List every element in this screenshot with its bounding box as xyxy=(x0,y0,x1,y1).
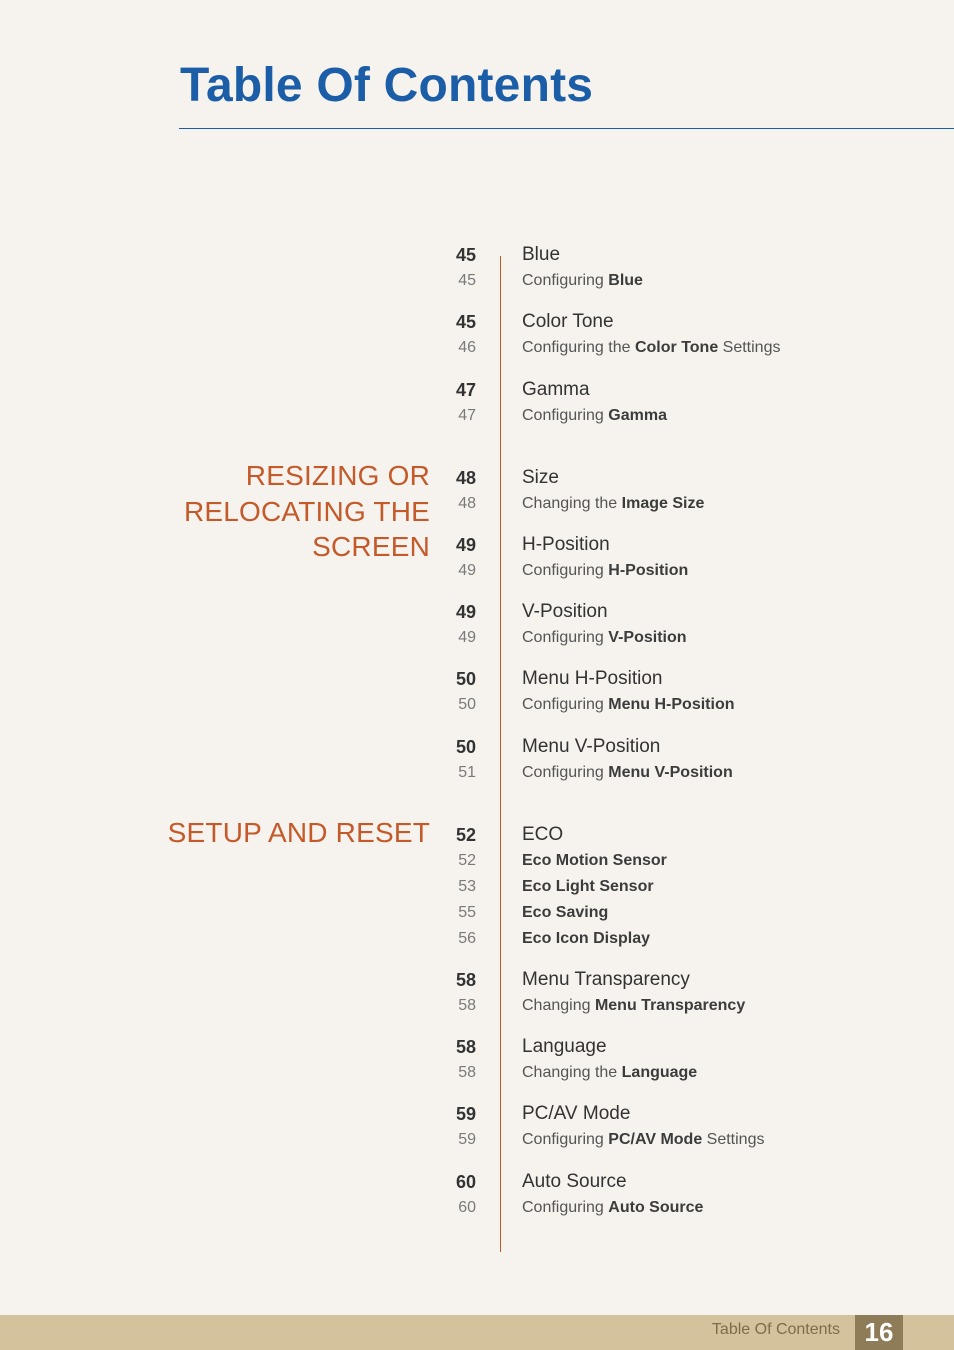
toc-page-number: 56 xyxy=(458,929,476,947)
toc-entry-main[interactable] xyxy=(440,379,940,405)
toc-subentry-text[interactable] xyxy=(522,876,654,898)
toc-keyword: Blue xyxy=(608,271,643,289)
toc-subentry[interactable] xyxy=(440,995,940,1021)
toc-subentry[interactable] xyxy=(440,850,940,876)
toc-subentry[interactable] xyxy=(440,902,940,928)
toc-entry-main[interactable] xyxy=(440,534,940,560)
toc-subentry-text[interactable] xyxy=(522,337,780,359)
toc-subentry[interactable] xyxy=(440,762,940,788)
toc-entry-title[interactable]: Menu H-Position xyxy=(522,668,663,689)
toc-text-part: Configuring xyxy=(522,695,609,713)
toc-entry-main[interactable] xyxy=(440,601,940,627)
toc-entry-main[interactable] xyxy=(440,311,940,337)
toc-entry[interactable] xyxy=(440,244,940,296)
toc-keyword: Color Tone xyxy=(634,338,719,356)
toc-page-number: 58 xyxy=(458,996,476,1014)
toc-page-number: 49 xyxy=(458,561,476,579)
section-heading-line: RESIZING OR xyxy=(245,460,430,491)
toc-subentry-text[interactable] xyxy=(522,995,745,1017)
toc-subentry-text[interactable] xyxy=(522,1197,703,1219)
toc-entry[interactable] xyxy=(440,379,940,431)
toc-entry-main[interactable] xyxy=(440,969,940,995)
toc-page-number: 49 xyxy=(458,628,476,646)
toc-entry-main[interactable] xyxy=(440,244,940,270)
toc-text-part: Configuring xyxy=(522,406,609,424)
toc-page-number: 58 xyxy=(458,1063,476,1081)
toc-entry-title[interactable]: ECO xyxy=(522,824,564,845)
toc-page-number: 47 xyxy=(458,406,476,424)
section-heading-line: SCREEN xyxy=(312,531,430,562)
toc-entry[interactable] xyxy=(440,311,940,363)
toc-entry-title[interactable]: Blue xyxy=(522,244,561,265)
toc-page-number: 51 xyxy=(458,763,476,781)
toc-subentry-text[interactable] xyxy=(522,405,667,427)
toc-text-part: Settings xyxy=(718,338,781,356)
toc-subentry[interactable] xyxy=(440,1197,940,1223)
toc-keyword: Gamma xyxy=(608,406,667,424)
toc-keyword: Eco Saving xyxy=(522,903,609,921)
section-heading-resizing xyxy=(184,458,430,565)
toc-subentry[interactable] xyxy=(440,694,940,720)
toc-subentry-text[interactable] xyxy=(522,1062,697,1084)
toc-entry-title[interactable]: Gamma xyxy=(522,379,590,400)
toc-entry[interactable] xyxy=(440,1036,940,1088)
toc-entry[interactable] xyxy=(440,1103,940,1155)
toc-subentry-text[interactable] xyxy=(522,902,608,924)
toc-entry-title[interactable]: Menu V-Position xyxy=(522,736,661,757)
toc-entry-main[interactable] xyxy=(440,668,940,694)
toc-subentry-text[interactable] xyxy=(522,762,733,784)
toc-page-number: 60 xyxy=(455,1172,476,1192)
toc-text-part: Configuring xyxy=(522,1198,609,1216)
toc-keyword: Eco Icon Display xyxy=(522,929,651,947)
toc-text-part: Settings xyxy=(702,1130,765,1148)
toc-entry[interactable] xyxy=(440,467,940,519)
toc-entry-main[interactable] xyxy=(440,1036,940,1062)
toc-subentry[interactable] xyxy=(440,270,940,296)
toc-subentry-text[interactable] xyxy=(522,850,667,872)
page-title: Table Of Contents xyxy=(180,59,594,112)
toc-subentry[interactable] xyxy=(440,876,940,902)
toc-entry[interactable] xyxy=(440,668,940,720)
toc-page-number: 59 xyxy=(455,1104,476,1124)
toc-page-number: 52 xyxy=(458,851,476,869)
toc-page-number: 47 xyxy=(455,380,476,400)
toc-entry[interactable] xyxy=(440,824,940,954)
toc-subentry[interactable] xyxy=(440,560,940,586)
toc-keyword: V-Position xyxy=(608,628,687,646)
toc-entry-title[interactable]: V-Position xyxy=(522,601,608,622)
toc-entry-title[interactable]: Auto Source xyxy=(522,1171,627,1192)
toc-entry-main[interactable] xyxy=(440,824,940,850)
toc-entry-main[interactable] xyxy=(440,467,940,493)
toc-keyword: Image Size xyxy=(621,494,705,512)
toc-page-number: 50 xyxy=(455,737,476,757)
section-heading-setup xyxy=(168,815,430,851)
toc-keyword: PC/AV Mode xyxy=(608,1130,703,1148)
toc-keyword: Language xyxy=(621,1063,698,1081)
toc-keyword: Auto Source xyxy=(608,1198,704,1216)
toc-text-part: Changing xyxy=(522,996,595,1014)
toc-subentry-text[interactable] xyxy=(522,694,735,716)
toc-page-number: 58 xyxy=(455,1037,476,1057)
toc-keyword: Eco Light Sensor xyxy=(522,877,654,895)
toc-text-part: Configuring xyxy=(522,763,609,781)
toc-entry-main[interactable] xyxy=(440,736,940,762)
toc-text-part: Configuring xyxy=(522,1130,609,1148)
toc-subentry-text[interactable] xyxy=(522,627,687,649)
toc-page-number: 45 xyxy=(455,245,476,265)
toc-subentry-text[interactable] xyxy=(522,928,650,950)
toc-entry[interactable] xyxy=(440,969,940,1021)
toc-subentry-text[interactable] xyxy=(522,270,643,292)
toc-subentry-text[interactable] xyxy=(522,493,704,515)
toc-page-number: 45 xyxy=(455,312,476,332)
toc-text-part: Configuring xyxy=(522,561,609,579)
section-heading-line: RELOCATING THE xyxy=(183,495,430,527)
toc-page-number: 58 xyxy=(455,970,476,990)
section-heading-line: SETUP AND RESET xyxy=(167,817,430,848)
toc-page-number: 49 xyxy=(455,602,476,622)
toc-page-number: 53 xyxy=(458,877,476,895)
toc-keyword: Menu H-Position xyxy=(608,695,735,713)
toc-subentry[interactable] xyxy=(440,928,940,954)
toc-page-number: 55 xyxy=(458,903,476,921)
toc-entry[interactable] xyxy=(440,534,940,586)
toc-entry-title[interactable]: Menu Transparency xyxy=(522,969,690,990)
toc-entry[interactable] xyxy=(440,736,940,788)
toc-subentry-text[interactable] xyxy=(522,1129,764,1151)
toc-page-number: 49 xyxy=(455,535,476,555)
toc-subentry[interactable] xyxy=(440,1129,940,1155)
toc-entry-title[interactable]: Language xyxy=(522,1036,607,1057)
toc-text-part: Configuring xyxy=(522,271,609,289)
toc-page-number: 45 xyxy=(458,271,476,289)
toc-text-part: Configuring the xyxy=(522,338,635,356)
toc-subentry[interactable] xyxy=(440,337,940,363)
toc-text-part: Changing the xyxy=(522,494,622,512)
toc-keyword: Menu V-Position xyxy=(608,763,733,781)
toc-text-part: Configuring xyxy=(522,628,609,646)
toc-entry[interactable] xyxy=(440,601,940,653)
toc-entry-main[interactable] xyxy=(440,1171,940,1197)
toc-subentry[interactable] xyxy=(440,493,940,519)
toc-page-number: 52 xyxy=(455,825,476,845)
toc-keyword: H-Position xyxy=(608,561,689,579)
toc-entry-title[interactable]: Size xyxy=(522,467,559,488)
toc-keyword: Menu Transparency xyxy=(594,996,746,1014)
toc-entry-title[interactable]: PC/AV Mode xyxy=(522,1103,631,1124)
toc-subentry[interactable] xyxy=(440,627,940,653)
toc-entry[interactable] xyxy=(440,1171,940,1223)
toc-page-number: 50 xyxy=(458,695,476,713)
toc-entry-title[interactable]: H-Position xyxy=(522,534,610,555)
toc-text-part: Changing the xyxy=(522,1063,622,1081)
toc-page-number: 48 xyxy=(455,468,476,488)
toc-keyword: Eco Motion Sensor xyxy=(522,851,667,869)
toc-page-number: 50 xyxy=(455,669,476,689)
toc-subentry-text[interactable] xyxy=(522,560,688,582)
toc-subentry[interactable] xyxy=(440,405,940,431)
toc-page-number: 48 xyxy=(458,494,476,512)
toc-subentry[interactable] xyxy=(440,1062,940,1088)
page-number: 16 xyxy=(855,1315,903,1350)
toc-page-number: 60 xyxy=(458,1198,476,1216)
toc-entry-title[interactable]: Color Tone xyxy=(522,311,614,332)
toc-page-number: 59 xyxy=(458,1130,476,1148)
toc-entry-main[interactable] xyxy=(440,1103,940,1129)
toc-page-number: 46 xyxy=(458,338,476,356)
footer-label: Table Of Contents xyxy=(711,1321,840,1338)
title-rule xyxy=(179,128,954,129)
